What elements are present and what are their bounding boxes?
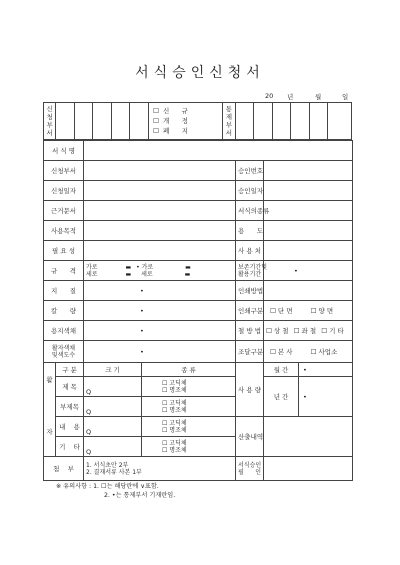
control-cell-4[interactable] (291, 103, 310, 140)
form-name-field[interactable] (84, 141, 353, 161)
ink-label: 활자색채 및색도수 (44, 341, 84, 363)
spec-height-label: 세로 (86, 270, 98, 278)
applicant-cell-2[interactable] (74, 103, 93, 140)
title-myeongjo-option[interactable]: ☐ 명조체 (162, 386, 187, 394)
sheets-field[interactable] (84, 321, 236, 341)
spec-unit-1: ▬ (125, 263, 132, 271)
print-side-label: 활 (44, 363, 56, 397)
usage-label: 용 도 (236, 221, 264, 241)
print-method-field[interactable] (264, 281, 353, 301)
sheets-label: 용지색채 (44, 321, 84, 341)
order-branch-option[interactable]: ☐ 사업소 (310, 348, 338, 356)
print-side-label-2 (44, 397, 56, 457)
attach-label: 첨 부 (44, 457, 84, 481)
usage-amt-label: 사 용 량 (236, 363, 264, 417)
apply-date-label: 신청일자 (44, 181, 84, 201)
subtitle-size-field[interactable] (84, 397, 142, 417)
applicant-cell-1[interactable] (56, 103, 75, 140)
form-name-label: 서 식 명 (44, 141, 84, 161)
etc-row-label: 기 타 (56, 437, 84, 457)
ink-field[interactable] (84, 341, 236, 363)
binding-field[interactable] (264, 321, 353, 341)
date-month: 월 (315, 93, 322, 101)
content-size-field[interactable] (84, 417, 142, 437)
control-cell-1[interactable] (235, 103, 254, 140)
order-label: 조달구분 (236, 341, 264, 363)
bind-top-option[interactable]: ☐ 상 철 (266, 327, 289, 335)
date-day: 일 (342, 93, 349, 101)
print-method-label: 인쇄방법 (236, 281, 264, 301)
applicant-label: 신청부서 (44, 161, 84, 181)
control-cell-5[interactable] (309, 103, 328, 140)
bind-left-option[interactable]: ☐ 좌 철 (293, 327, 317, 335)
form-kind-label: 서식의종류 (236, 201, 264, 221)
attach-item-1: 1. 서식초안 2부 (86, 461, 129, 469)
order-hq-option[interactable]: ☐ 본 사 (270, 348, 293, 356)
title-gothic-option[interactable]: ☐ 고딕체 (162, 379, 187, 387)
paper-label: 지 질 (44, 281, 84, 301)
date-year: 년 (287, 93, 294, 101)
etc-font-options[interactable] (142, 437, 236, 457)
attach-list (84, 457, 236, 481)
approved-field[interactable] (264, 457, 353, 481)
spec-width-label: 가로 (86, 263, 98, 271)
print-side-text-2: 자 (46, 427, 53, 436)
subtitle-font-options[interactable] (142, 397, 236, 417)
color-field[interactable] (84, 301, 236, 321)
yearly-field[interactable] (299, 377, 353, 417)
content-font-options[interactable] (142, 417, 236, 437)
header-table (43, 102, 352, 140)
ink-bullet: • (140, 347, 144, 356)
spec-height2-label: 세로 (141, 270, 153, 278)
applicant-cell-5[interactable] (130, 103, 149, 140)
basis-doc-label: 근거문서 (44, 201, 84, 221)
sheets-bullet: • (140, 326, 144, 335)
binding-label: 철 방 법 (236, 321, 264, 341)
monthly-bullet: • (303, 365, 307, 374)
approval-date-field[interactable] (264, 181, 353, 201)
applicant-cell-3[interactable] (93, 103, 112, 140)
user-field[interactable] (264, 241, 353, 261)
print-type-field[interactable] (264, 301, 353, 321)
size-label: 크 기 (84, 363, 142, 377)
subtitle-row-label: 부제목 (56, 397, 84, 417)
usage-field[interactable] (264, 221, 353, 241)
content-size-q: Q (86, 428, 92, 436)
option-revise[interactable]: ☐ 개 정 (153, 117, 188, 125)
monthly-field[interactable] (299, 363, 353, 377)
title-size-field[interactable] (84, 377, 142, 397)
print-type-label: 인쇄구분 (236, 301, 264, 321)
retention-field[interactable] (264, 261, 353, 281)
approved-label: 서식승인 필 인 (236, 457, 264, 481)
page-title: 서식승인신청서 (135, 65, 265, 81)
color-bullet: • (140, 306, 144, 315)
paper-bullet: • (140, 286, 144, 295)
control-cell-6[interactable] (328, 103, 352, 140)
print-history-label: 산출내역 (236, 417, 264, 457)
subtitle-gothic-option[interactable]: ☐ 고딕체 (162, 399, 187, 407)
print-history-field[interactable] (264, 417, 353, 457)
print-double-option[interactable]: ☐ 양 면 (310, 307, 334, 315)
approval-date-label: 승인일자 (236, 181, 264, 201)
spec-unit-2: ▬ (185, 263, 191, 271)
title-size-q: Q (86, 388, 92, 396)
bind-etc-option[interactable]: ☐ 기 타 (321, 327, 344, 335)
etc-size-field[interactable] (84, 437, 142, 457)
control-dept-label: 통 제 부 서 (223, 103, 235, 140)
title-font-options[interactable] (142, 377, 236, 397)
request-type-options[interactable] (149, 103, 223, 140)
subtitle-myeongjo-option[interactable]: ☐ 명조체 (162, 406, 187, 414)
etc-gothic-option[interactable]: ☐ 고딕체 (162, 439, 187, 447)
note-line-1: ※ 유의사항 : 1. ☐는 해당란에 ∨표함. (56, 483, 159, 490)
necessity-field[interactable] (84, 241, 236, 261)
applicant-cell-4[interactable] (111, 103, 130, 140)
spec-unit-4: ▬ (184, 270, 191, 278)
retention-bullet: • (294, 266, 298, 275)
etc-myeongjo-option[interactable]: ☐ 명조체 (162, 446, 187, 454)
spec-unit-3: ▬ (125, 270, 132, 278)
basis-doc-field[interactable] (84, 201, 236, 221)
form-kind-field[interactable] (264, 201, 353, 221)
option-abolish[interactable]: ☐ 폐 지 (153, 127, 188, 135)
date-year-prefix: 20 (265, 92, 274, 100)
paper-field[interactable] (84, 281, 236, 301)
user-label: 사 용 처 (236, 241, 264, 261)
control-cell-2[interactable] (254, 103, 273, 140)
color-label: 칼 량 (44, 301, 84, 321)
content-myeongjo-option[interactable]: ☐ 명조체 (162, 426, 187, 434)
print-single-option[interactable]: ☐ 단 면 (270, 307, 293, 315)
necessity-label: 필 요 성 (44, 241, 84, 261)
control-cell-3[interactable] (272, 103, 291, 140)
title-row-text: 제 목 (62, 383, 77, 391)
spec-field[interactable] (84, 261, 236, 281)
kubun-label: 구 분 (56, 363, 84, 377)
note-line-2: 2. •는 통제부서 기재란임. (104, 492, 176, 499)
kind-label: 종 류 (142, 363, 236, 377)
applicant-field[interactable] (84, 161, 236, 181)
etc-size-q: Q (86, 448, 92, 456)
spec-label: 규 격 (44, 261, 84, 281)
option-new[interactable]: ☐ 신 규 (153, 107, 188, 115)
content-row-label: 내 용 (56, 417, 84, 437)
retention-label: 보존기간및 활용기간 (236, 261, 264, 281)
purpose-label: 사용목적 (44, 221, 84, 241)
attach-item-2: 2. 결재서류 사본 1부 (86, 468, 142, 476)
title-row-label (56, 377, 84, 397)
subtitle-size-q: Q (86, 408, 92, 416)
apply-date-field[interactable] (84, 181, 236, 201)
main-table (43, 140, 353, 481)
yearly-bullet: • (303, 392, 307, 401)
yearly-label: 년 간 (264, 377, 299, 417)
content-gothic-option[interactable]: ☐ 고딕체 (162, 419, 187, 427)
order-field[interactable] (264, 341, 353, 363)
applicant-dept-label: 신 청 부 서 (44, 103, 56, 140)
approval-no-label: 승인번호 (236, 161, 264, 181)
purpose-field[interactable] (84, 221, 236, 241)
approval-no-field[interactable] (264, 161, 353, 181)
spec-width2-label: • 가로 (136, 263, 154, 271)
monthly-label: 월 간 (264, 363, 299, 377)
